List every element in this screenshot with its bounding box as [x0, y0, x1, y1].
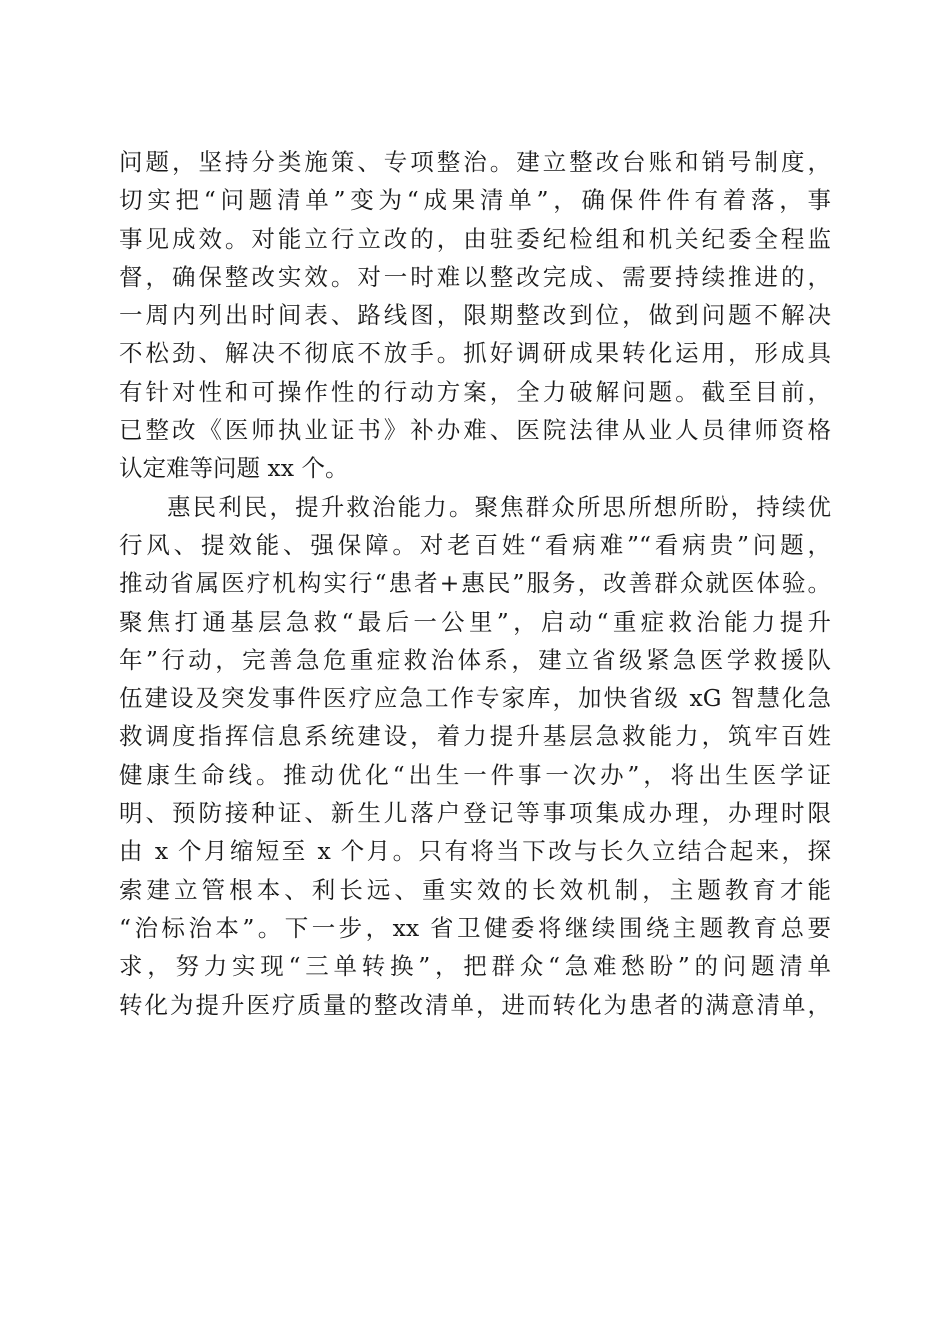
- text-line: 认定难等问题 xx 个。: [119, 454, 349, 483]
- text-line: 推动省属医疗机构实行“患者+惠民”服务，改善群众就医体验。: [119, 569, 831, 598]
- text-line: 有针对性和可操作性的行动方案，全力破解问题。截至目前，: [119, 377, 831, 406]
- text-line: 已整改《医师执业证书》补办难、医院法律从业人员律师资格: [119, 416, 831, 445]
- text-line: 伍建设及突发事件医疗应急工作专家库，加快省级 xG 智慧化急: [119, 684, 831, 713]
- text-line: 行风、提效能、强保障。对老百姓“看病难”“看病贵”问题，: [119, 530, 831, 559]
- text-line: 惠民利民，提升救治能力。聚焦群众所思所想所盼，持续优: [167, 492, 831, 521]
- text-line: 切实把“问题清单”变为“成果清单”，确保件件有着落，事: [119, 186, 831, 215]
- text-line: 不松劲、解决不彻底不放手。抓好调研成果转化运用，形成具: [119, 339, 831, 368]
- text-line: 转化为提升医疗质量的整改清单，进而转化为患者的满意清单，: [119, 990, 831, 1019]
- text-line: “治标治本”。下一步，xx 省卫健委将继续围绕主题教育总要: [119, 913, 831, 942]
- text-line: 索建立管根本、利长远、重实效的长效机制，主题教育才能: [119, 875, 831, 904]
- body-text: [119, 143, 831, 1024]
- paragraph-benefit-people: [119, 488, 831, 1024]
- text-line: 明、预防接种证、新生儿落户登记等事项集成办理，办理时限: [119, 799, 831, 828]
- text-line: 问题，坚持分类施策、专项整治。建立整改台账和销号制度，: [119, 148, 831, 176]
- text-line: 由 x 个月缩短至 x 个月。只有将当下改与长久立结合起来，探: [119, 837, 831, 866]
- paragraph-rectification: [119, 143, 831, 488]
- text-line: 督，确保整改实效。对一时难以整改完成、需要持续推进的，: [119, 262, 831, 291]
- text-line: 健康生命线。推动优化“出生一件事一次办”，将出生医学证: [119, 760, 831, 789]
- text-line: 一周内列出时间表、路线图，限期整改到位，做到问题不解决: [119, 301, 831, 330]
- text-line: 求，努力实现“三单转换”，把群众“急难愁盼”的问题清单: [119, 952, 831, 981]
- text-line: 事见成效。对能立行立改的，由驻委纪检组和机关纪委全程监: [119, 224, 831, 253]
- text-line: 救调度指挥信息系统建设，着力提升基层急救能力，筑牢百姓: [119, 722, 831, 751]
- text-line: 聚焦打通基层急救“最后一公里”，启动“重症救治能力提升: [119, 607, 831, 636]
- text-line: 年”行动，完善急危重症救治体系，建立省级紧急医学救援队: [119, 645, 831, 674]
